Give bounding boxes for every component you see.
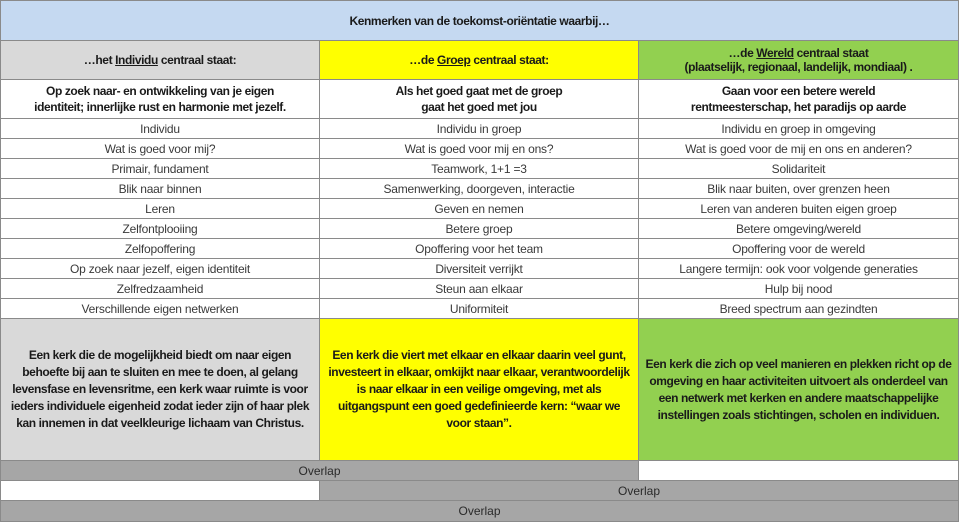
- table-cell: Leren van anderen buiten eigen groep: [639, 199, 959, 219]
- table-cell: Steun aan elkaar: [320, 279, 639, 299]
- summary-individu: Een kerk die de mogelijkheid biedt om naar eigen behoefte bij aan te sluiten en mee te doen, al gelang levensfase en levensritme, een kerk waar ruimte is voor ieders individuele eigenheid zodat ieder zijn of haar plek kan innemen in dat veelkleurige lichaam van Christus.: [0, 319, 320, 461]
- table-cell: Wat is goed voor mij?: [0, 139, 320, 159]
- table-cell: Diversiteit verrijkt: [320, 259, 639, 279]
- column-key-groep: Groep: [437, 53, 471, 67]
- table-cell: Hulp bij nood: [639, 279, 959, 299]
- overlap-individu-groep: Overlap: [0, 461, 639, 481]
- overlap-all: Overlap: [0, 501, 959, 522]
- table-title: [0, 0, 959, 41]
- table-cell: Blik naar binnen: [0, 179, 320, 199]
- column-header-individu: [0, 41, 320, 80]
- table-title-text: Kenmerken van de toekomst-oriëntatie waarbij…: [349, 13, 610, 28]
- intro-wereld: Gaan voor een betere wereld rentmeesterschap, het paradijs op aarde: [639, 80, 959, 119]
- table-cell: Zelfontplooiing: [0, 219, 320, 239]
- table-cell: Individu in groep: [320, 119, 639, 139]
- table-cell: Breed spectrum aan gezindten: [639, 299, 959, 319]
- table-cell: Betere omgeving/wereld: [639, 219, 959, 239]
- table-cell: Teamwork, 1+1 =3: [320, 159, 639, 179]
- table-cell: Primair, fundament: [0, 159, 320, 179]
- overlap-empty-cell: [0, 481, 320, 501]
- column-header-wereld-scope: (plaatselijk, regionaal, landelijk, mondiaal) .: [684, 60, 913, 74]
- table-cell: Langere termijn: ook voor volgende generaties: [639, 259, 959, 279]
- summary-groep: Een kerk die viert met elkaar en elkaar daarin veel gunt, investeert in elkaar, omkijkt naar elkaar, verantwoordelijk is naar elkaar in een veilige omgeving, met als uitgangspunt een goed gedefinieerde kern: “waar we voor staan”.: [320, 319, 639, 461]
- column-header-wereld-text: …de Wereld centraal staat (plaatselijk, regionaal, landelijk, mondiaal) .: [684, 46, 913, 74]
- table-cell: Samenwerking, doorgeven, interactie: [320, 179, 639, 199]
- table-cell: Opoffering voor de wereld: [639, 239, 959, 259]
- table-cell: Individu: [0, 119, 320, 139]
- table-cell: Blik naar buiten, over grenzen heen: [639, 179, 959, 199]
- table-cell: Verschillende eigen netwerken: [0, 299, 320, 319]
- table-cell: Op zoek naar jezelf, eigen identiteit: [0, 259, 320, 279]
- table-cell: Zelfopoffering: [0, 239, 320, 259]
- table-cell: Solidariteit: [639, 159, 959, 179]
- intro-groep: Als het goed gaat met de groep gaat het goed met jou: [320, 80, 639, 119]
- table-cell: Leren: [0, 199, 320, 219]
- summary-wereld: Een kerk die zich op veel manieren en plekken richt op de omgeving en haar activiteiten uitvoert als onderdeel van een netwerk met kerken en andere maatschappelijke instellingen zoals stichtingen, scholen en individuen.: [639, 319, 959, 461]
- table-cell: Opoffering voor het team: [320, 239, 639, 259]
- column-header-wereld: [639, 41, 959, 80]
- table-cell: Betere groep: [320, 219, 639, 239]
- table-cell: Wat is goed voor mij en ons?: [320, 139, 639, 159]
- column-header-groep-text: …de Groep centraal staat:: [409, 53, 549, 67]
- table-cell: Geven en nemen: [320, 199, 639, 219]
- table-cell: Zelfredzaamheid: [0, 279, 320, 299]
- overlap-empty-cell: [639, 461, 959, 481]
- intro-individu: Op zoek naar- en ontwikkeling van je eigen identiteit; innerlijke rust en harmonie met jezelf.: [0, 80, 320, 119]
- table-cell: Uniformiteit: [320, 299, 639, 319]
- overlap-groep-wereld: Overlap: [320, 481, 959, 501]
- column-key-individu: Individu: [115, 53, 158, 67]
- column-key-wereld: Wereld: [756, 46, 794, 60]
- column-header-individu-text: …het Individu centraal staat:: [83, 53, 237, 67]
- column-header-groep: [320, 41, 639, 80]
- table-cell: Individu en groep in omgeving: [639, 119, 959, 139]
- table-cell: Wat is goed voor de mij en ons en anderen?: [639, 139, 959, 159]
